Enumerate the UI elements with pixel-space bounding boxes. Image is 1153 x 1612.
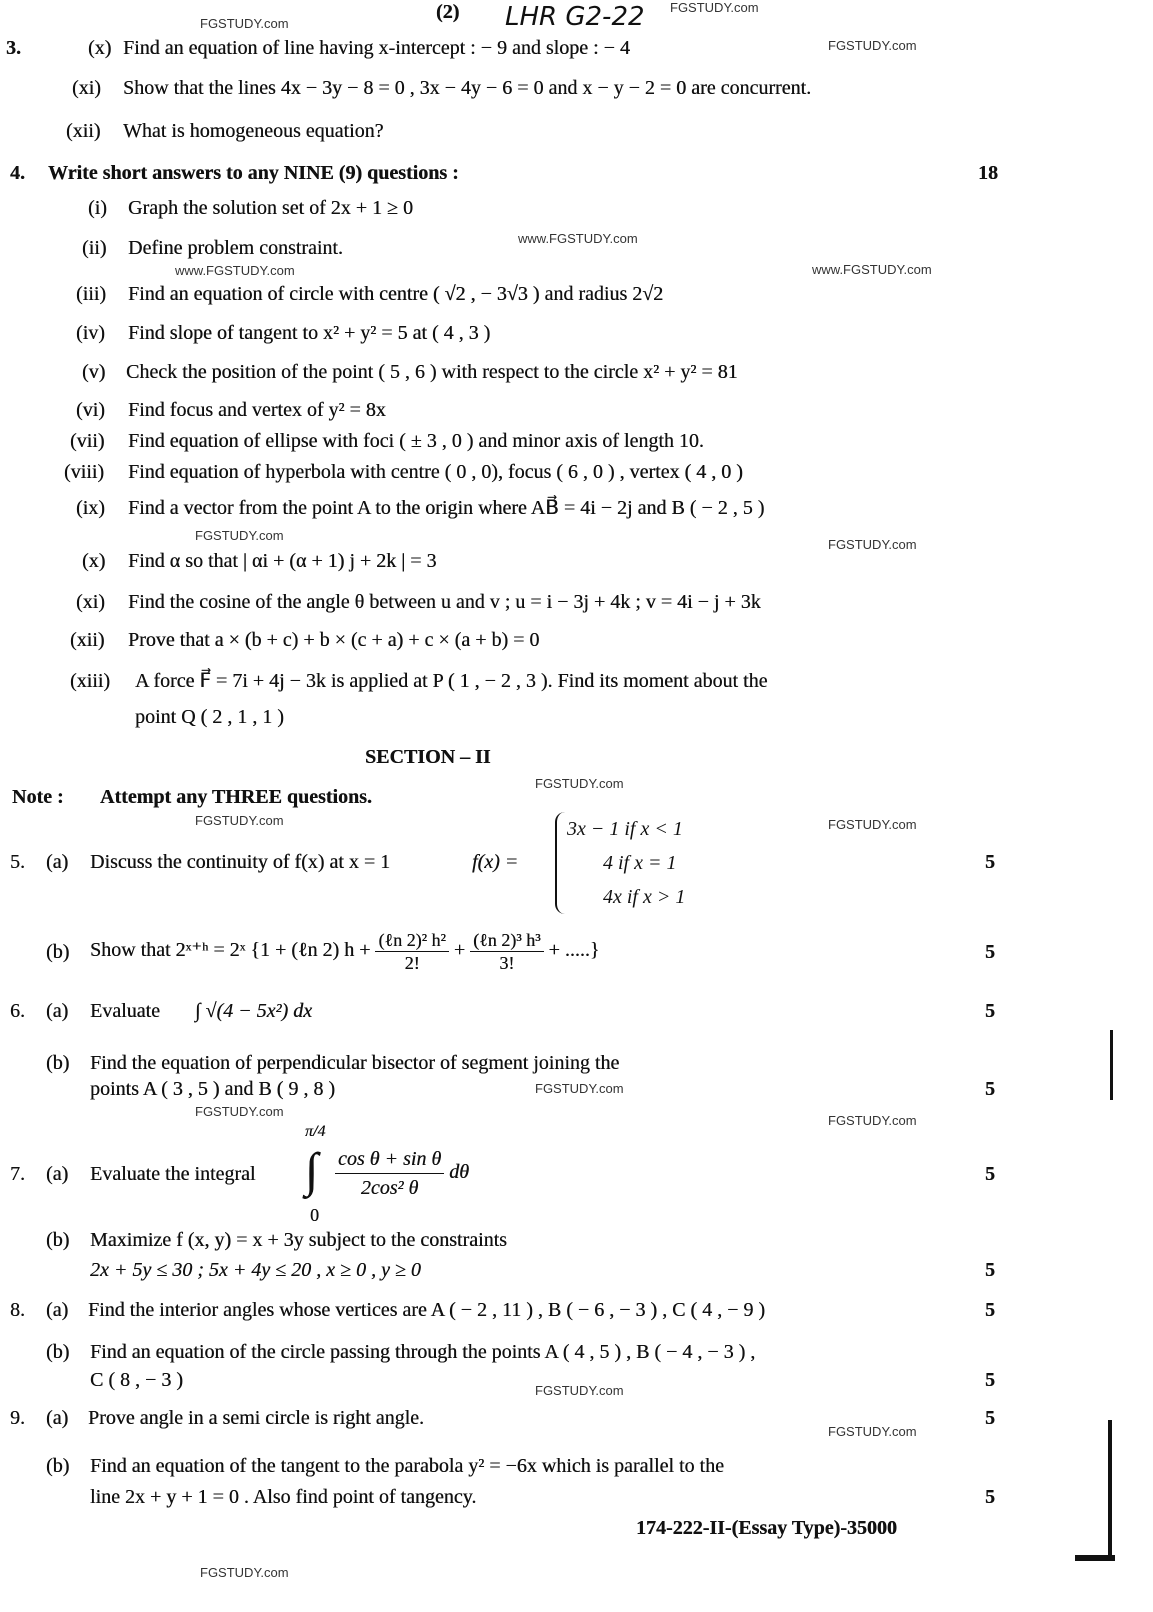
q9a-marks: 5 — [985, 1407, 995, 1429]
q4-vii-label: (vii) — [70, 430, 105, 452]
q9-number: 9. — [10, 1407, 25, 1429]
q7a-upper-limit: π/4 — [305, 1123, 326, 1140]
watermark: FGSTUDY.com — [828, 817, 917, 832]
q4-number: 4. — [10, 162, 25, 184]
q6-number: 6. — [10, 1000, 25, 1022]
q9b-label: (b) — [46, 1455, 70, 1477]
page-number: (2) — [436, 1, 460, 23]
q4-ii-label: (ii) — [82, 237, 107, 259]
q4-iii-text: Find an equation of circle with centre ( √2 , − 3√3 ) and radius 2√2 — [128, 283, 664, 305]
fraction — [375, 929, 448, 974]
q4-xi-text: Find the cosine of the angle θ between u and v ; u = i − 3j + 4k ; v = 4i − j + 3k — [128, 591, 761, 613]
q9a-text: Prove angle in a semi circle is right angle. — [88, 1407, 425, 1429]
q5-number: 5. — [10, 851, 25, 873]
q9b-text: Find an equation of the tangent to the parabola y² = −6x which is parallel to the — [90, 1455, 724, 1477]
q7a-marks: 5 — [985, 1163, 995, 1185]
q9b-text-cont: line 2x + y + 1 = 0 . Also find point of tangency. — [90, 1486, 477, 1508]
q7-number: 7. — [10, 1163, 25, 1185]
fraction — [335, 1145, 444, 1202]
watermark: FGSTUDY.com — [828, 38, 917, 53]
q3-xii-text: What is homogeneous equation? — [123, 120, 384, 142]
q6a-integral: ∫ √(4 − 5x²) dx — [195, 1000, 313, 1022]
case-1: 3x − 1 if x < 1 — [567, 818, 683, 840]
q7a-integrand — [335, 1145, 469, 1202]
watermark: FGSTUDY.com — [535, 1383, 624, 1398]
q8a-text: Find the interior angles whose vertices are A ( − 2 , 11 ) , B ( − 6 , − 3 ) , C ( 4 , − 9 ) — [88, 1299, 766, 1321]
q4-x-text: Find α so that | αi + (α + 1) j + 2k | = 3 — [128, 550, 437, 572]
watermark: FGSTUDY.com — [828, 537, 917, 552]
q6a-label: (a) — [46, 1000, 69, 1022]
watermark: FGSTUDY.com — [195, 813, 284, 828]
series-tail: + .....} — [548, 939, 600, 961]
q4-marks: 18 — [978, 162, 998, 184]
q5b-text: Show that 2ˣ⁺ʰ = 2ˣ {1 + (ℓn 2) h + — [90, 939, 371, 961]
watermark: FGSTUDY.com — [828, 1113, 917, 1128]
q6a-text: Evaluate — [90, 1000, 160, 1022]
q4-viii-label: (viii) — [64, 461, 104, 483]
q5b-expression — [90, 920, 599, 980]
q4-i-text: Graph the solution set of 2x + 1 ≥ 0 — [128, 197, 413, 219]
q8b-text: Find an equation of the circle passing through the points A ( 4 , 5 ) , B ( − 4 , − 3 ) , — [90, 1341, 756, 1363]
q4-xiii-text-cont: point Q ( 2 , 1 , 1 ) — [135, 706, 284, 728]
q7a-text: Evaluate the integral — [90, 1163, 256, 1185]
handwritten-note: LHR G2-22 — [505, 2, 645, 32]
numerator: cos θ + sin θ — [335, 1145, 444, 1174]
q7a-label: (a) — [46, 1163, 69, 1185]
q4-ix-text: Find a vector from the point A to the origin where AB⃗ = 4i − 2j and B ( − 2 , 5 ) — [128, 497, 765, 519]
fraction — [470, 929, 543, 974]
q8b-text-cont: C ( 8 , − 3 ) — [90, 1369, 183, 1391]
numerator: (ℓn 2)² h² — [375, 929, 448, 952]
q7b-text: Maximize f (x, y) = x + 3y subject to the constraints — [90, 1229, 507, 1251]
q4-xi-label: (xi) — [76, 591, 105, 613]
q6a-marks: 5 — [985, 1000, 995, 1022]
q4-i-label: (i) — [88, 197, 107, 219]
q4-ii-text: Define problem constraint. — [128, 237, 343, 259]
q4-ix-label: (ix) — [76, 497, 105, 519]
q4-iii-label: (iii) — [76, 283, 106, 305]
numerator: (ℓn 2)³ h³ — [470, 929, 543, 952]
q8b-label: (b) — [46, 1341, 70, 1363]
q3-x-label: (x) — [88, 37, 112, 59]
q8a-marks: 5 — [985, 1299, 995, 1321]
q4-iv-text: Find slope of tangent to x² + y² = 5 at ( 4 , 3 ) — [128, 322, 491, 344]
scan-artifact — [1075, 1555, 1115, 1561]
q4-viii-text: Find equation of hyperbola with centre ( 0 , 0), focus ( 6 , 0 ) , vertex ( 4 , 0 ) — [128, 461, 743, 483]
q4-xii-text: Prove that a × (b + c) + b × (c + a) + c × (a + b) = 0 — [128, 629, 540, 651]
plus-sign: + — [453, 939, 466, 961]
q5a-text: Discuss the continuity of f(x) at x = 1 — [90, 851, 391, 873]
q7b-constraints: 2x + 5y ≤ 30 ; 5x + 4y ≤ 20 , x ≥ 0 , y ≥ 0 — [90, 1259, 421, 1281]
q4-vii-text: Find equation of ellipse with foci ( ± 3 , 0 ) and minor axis of length 10. — [128, 430, 704, 452]
differential: dθ — [449, 1161, 469, 1184]
watermark: www.FGSTUDY.com — [175, 263, 295, 278]
q5a-fx: f(x) = — [472, 851, 519, 873]
q5a-label: (a) — [46, 851, 69, 873]
section-title: SECTION – II — [365, 746, 491, 768]
watermark: www.FGSTUDY.com — [518, 231, 638, 246]
q6b-marks: 5 — [985, 1078, 995, 1100]
case-2: 4 if x = 1 — [603, 852, 677, 874]
case-3: 4x if x > 1 — [603, 886, 686, 908]
integral-sign: ∫ — [305, 1144, 319, 1197]
q3-x-text: Find an equation of line having x-intercept : − 9 and slope : − 4 — [123, 37, 630, 59]
watermark: FGSTUDY.com — [195, 528, 284, 543]
watermark: FGSTUDY.com — [670, 0, 759, 15]
denominator: 2cos² θ — [360, 1177, 419, 1199]
q9a-label: (a) — [46, 1407, 69, 1429]
q5a-piecewise — [555, 812, 685, 914]
q4-x-label: (x) — [82, 550, 106, 572]
q7a-lower-limit: 0 — [310, 1205, 319, 1225]
q6b-text: Find the equation of perpendicular bisector of segment joining the — [90, 1052, 620, 1074]
q3-xi-label: (xi) — [72, 77, 101, 99]
scan-artifact — [1108, 1420, 1112, 1560]
watermark: FGSTUDY.com — [828, 1424, 917, 1439]
watermark: FGSTUDY.com — [195, 1104, 284, 1119]
q4-v-label: (v) — [82, 361, 106, 383]
q8a-label: (a) — [46, 1299, 69, 1321]
q4-v-text: Check the position of the point ( 5 , 6 ) with respect to the circle x² + y² = 81 — [126, 361, 738, 383]
q3-xi-text: Show that the lines 4x − 3y − 8 = 0 , 3x − 4y − 6 = 0 and x − y − 2 = 0 are concurrent. — [123, 77, 812, 99]
q4-title: Write short answers to any NINE (9) questions : — [48, 162, 459, 184]
q6b-label: (b) — [46, 1052, 70, 1074]
q4-vi-label: (vi) — [76, 399, 105, 421]
note-label: Note : — [12, 786, 64, 808]
q4-xiii-label: (xiii) — [70, 670, 110, 692]
q7b-marks: 5 — [985, 1259, 995, 1281]
q7b-label: (b) — [46, 1229, 70, 1251]
q4-xiii-text: A force F⃗ = 7i + 4j − 3k is applied at P ( 1 , − 2 , 3 ). Find its moment about the — [135, 670, 768, 692]
q8b-marks: 5 — [985, 1369, 995, 1391]
watermark: FGSTUDY.com — [535, 776, 624, 791]
note-text: Attempt any THREE questions. — [100, 786, 372, 808]
q3-number: 3. — [6, 37, 21, 59]
q5b-label: (b) — [46, 941, 70, 963]
denominator: 3! — [499, 952, 515, 973]
q6b-text-cont: points A ( 3 , 5 ) and B ( 9 , 8 ) — [90, 1078, 335, 1100]
q4-vi-text: Find focus and vertex of y² = 8x — [128, 399, 386, 421]
q9b-marks: 5 — [985, 1486, 995, 1508]
denominator: 2! — [404, 952, 420, 973]
q3-xii-label: (xii) — [66, 120, 101, 142]
q5b-marks: 5 — [985, 941, 995, 963]
watermark: FGSTUDY.com — [200, 16, 289, 31]
watermark: FGSTUDY.com — [535, 1081, 624, 1096]
watermark: FGSTUDY.com — [200, 1565, 289, 1580]
q4-xii-label: (xii) — [70, 629, 105, 651]
scan-artifact — [1110, 1030, 1113, 1100]
paper-code-footer: 174-222-II-(Essay Type)-35000 — [636, 1517, 897, 1539]
q5a-marks: 5 — [985, 851, 995, 873]
q4-iv-label: (iv) — [76, 322, 105, 344]
watermark: www.FGSTUDY.com — [812, 262, 932, 277]
q8-number: 8. — [10, 1299, 25, 1321]
